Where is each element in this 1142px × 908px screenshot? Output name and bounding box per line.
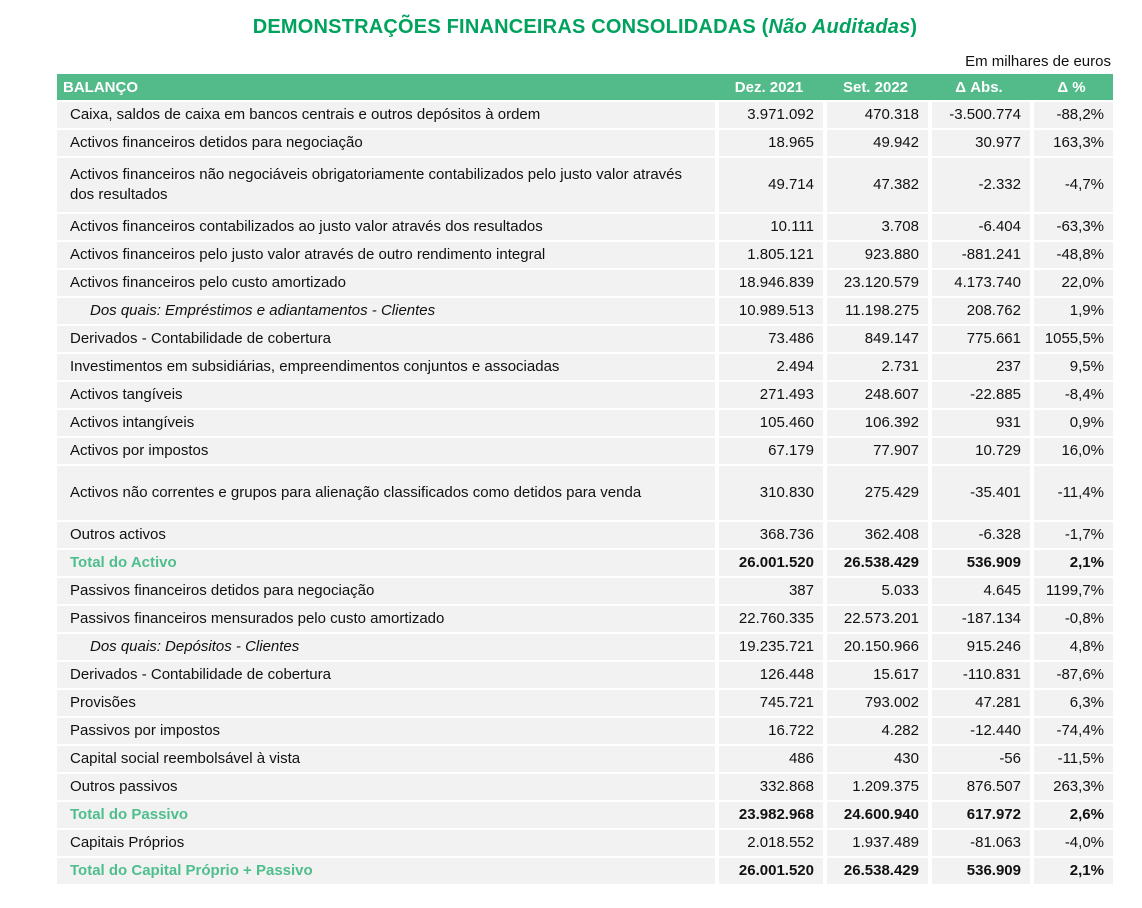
table-row [57, 410, 1113, 436]
cell-dez-2021: 1.805.121 [719, 242, 823, 268]
table-row [57, 550, 1113, 576]
table-row [57, 690, 1113, 716]
cell-set-2022: 77.907 [827, 438, 928, 464]
cell-dez-2021: 332.868 [719, 774, 823, 800]
cell-set-2022: 2.731 [827, 354, 928, 380]
cell-set-2022: 248.607 [827, 382, 928, 408]
row-label: Activos tangíveis [57, 382, 715, 408]
cell-delta-pct: 9,5% [1034, 354, 1113, 380]
table-row [57, 102, 1113, 128]
row-label: Capitais Próprios [57, 830, 715, 856]
page-title-prefix: DEMONSTRAÇÕES FINANCEIRAS CONSOLIDADAS ( [252, 16, 769, 38]
table-row [57, 802, 1113, 828]
cell-delta-pct: -48,8% [1034, 242, 1113, 268]
row-label: Outros activos [57, 522, 715, 548]
cell-delta-pct: 16,0% [1034, 438, 1113, 464]
page-title-emphasis: Não Auditadas [768, 16, 911, 38]
cell-set-2022: 49.942 [827, 130, 928, 156]
cell-set-2022: 47.382 [827, 158, 928, 212]
unit-note: Em milhares de euros [965, 53, 1111, 70]
cell-delta-abs: -12.440 [932, 718, 1030, 744]
cell-delta-pct: -1,7% [1034, 522, 1113, 548]
cell-delta-pct: -11,5% [1034, 746, 1113, 772]
cell-dez-2021: 745.721 [719, 690, 823, 716]
cell-set-2022: 4.282 [827, 718, 928, 744]
cell-delta-pct: -4,7% [1034, 158, 1113, 212]
table-row [57, 746, 1113, 772]
table-header-row [57, 74, 1113, 100]
cell-delta-pct: -88,2% [1034, 102, 1113, 128]
cell-delta-abs: 775.661 [932, 326, 1030, 352]
cell-dez-2021: 3.971.092 [719, 102, 823, 128]
table-row [57, 774, 1113, 800]
cell-delta-pct: 6,3% [1034, 690, 1113, 716]
cell-delta-pct: 1199,7% [1034, 578, 1113, 604]
table-row [57, 354, 1113, 380]
cell-set-2022: 15.617 [827, 662, 928, 688]
table-row [57, 438, 1113, 464]
row-label: Investimentos em subsidiárias, empreendimentos conjuntos e associadas [57, 354, 715, 380]
cell-delta-abs: 4.645 [932, 578, 1030, 604]
cell-set-2022: 1.937.489 [827, 830, 928, 856]
row-label: Total do Capital Próprio + Passivo [57, 858, 715, 884]
cell-delta-abs: -56 [932, 746, 1030, 772]
table-body [57, 102, 1113, 884]
cell-delta-abs: 30.977 [932, 130, 1030, 156]
cell-delta-pct: -63,3% [1034, 214, 1113, 240]
cell-delta-abs: -187.134 [932, 606, 1030, 632]
table-row [57, 634, 1113, 660]
row-label: Dos quais: Depósitos - Clientes [57, 634, 715, 660]
row-label: Dos quais: Empréstimos e adiantamentos - Clientes [57, 298, 715, 324]
table-row [57, 466, 1113, 520]
row-label: Total do Activo [57, 550, 715, 576]
row-label: Capital social reembolsável à vista [57, 746, 715, 772]
page-title [57, 16, 1113, 39]
cell-set-2022: 3.708 [827, 214, 928, 240]
table-row [57, 158, 1113, 212]
table-row [57, 130, 1113, 156]
balance-sheet-table [57, 74, 1113, 884]
table-row [57, 578, 1113, 604]
cell-delta-abs: -110.831 [932, 662, 1030, 688]
table-row [57, 830, 1113, 856]
row-label: Caixa, saldos de caixa em bancos centrais e outros depósitos à ordem [57, 102, 715, 128]
cell-dez-2021: 73.486 [719, 326, 823, 352]
cell-set-2022: 26.538.429 [827, 858, 928, 884]
cell-delta-abs: 536.909 [932, 858, 1030, 884]
row-label: Activos não correntes e grupos para alienação classificados como detidos para venda [57, 466, 715, 520]
cell-set-2022: 22.573.201 [827, 606, 928, 632]
cell-set-2022: 11.198.275 [827, 298, 928, 324]
cell-set-2022: 923.880 [827, 242, 928, 268]
column-header-set-2022: Set. 2022 [842, 78, 909, 96]
table-row [57, 606, 1113, 632]
cell-delta-abs: -3.500.774 [932, 102, 1030, 128]
cell-delta-abs: -35.401 [932, 466, 1030, 520]
cell-delta-pct: -8,4% [1034, 382, 1113, 408]
cell-dez-2021: 105.460 [719, 410, 823, 436]
column-header-delta-pct: Δ % [1057, 78, 1086, 96]
row-label: Passivos por impostos [57, 718, 715, 744]
cell-dez-2021: 310.830 [719, 466, 823, 520]
row-label: Derivados - Contabilidade de cobertura [57, 326, 715, 352]
cell-delta-pct: 2,1% [1034, 550, 1113, 576]
cell-set-2022: 1.209.375 [827, 774, 928, 800]
row-label: Outros passivos [57, 774, 715, 800]
cell-delta-pct: 1055,5% [1034, 326, 1113, 352]
cell-dez-2021: 26.001.520 [719, 858, 823, 884]
cell-delta-abs: -2.332 [932, 158, 1030, 212]
table-row [57, 326, 1113, 352]
cell-dez-2021: 26.001.520 [719, 550, 823, 576]
page-title-suffix: ) [910, 16, 918, 38]
row-label: Activos intangíveis [57, 410, 715, 436]
row-label: Activos financeiros não negociáveis obrigatoriamente contabilizados pelo justo valor através dos resultados [57, 158, 715, 212]
cell-dez-2021: 22.760.335 [719, 606, 823, 632]
cell-delta-abs: 617.972 [932, 802, 1030, 828]
table-row [57, 382, 1113, 408]
cell-dez-2021: 368.736 [719, 522, 823, 548]
column-header-delta-abs: Δ Abs. [955, 78, 1003, 96]
cell-set-2022: 23.120.579 [827, 270, 928, 296]
cell-delta-pct: 263,3% [1034, 774, 1113, 800]
cell-delta-abs: 4.173.740 [932, 270, 1030, 296]
table-row [57, 270, 1113, 296]
cell-set-2022: 24.600.940 [827, 802, 928, 828]
cell-set-2022: 20.150.966 [827, 634, 928, 660]
table-row [57, 214, 1113, 240]
cell-delta-pct: -87,6% [1034, 662, 1113, 688]
cell-set-2022: 362.408 [827, 522, 928, 548]
cell-dez-2021: 49.714 [719, 158, 823, 212]
cell-set-2022: 275.429 [827, 466, 928, 520]
cell-dez-2021: 271.493 [719, 382, 823, 408]
cell-delta-pct: -74,4% [1034, 718, 1113, 744]
cell-delta-abs: 915.246 [932, 634, 1030, 660]
cell-delta-abs: -881.241 [932, 242, 1030, 268]
cell-set-2022: 106.392 [827, 410, 928, 436]
cell-delta-abs: -81.063 [932, 830, 1030, 856]
cell-delta-pct: 163,3% [1034, 130, 1113, 156]
cell-delta-abs: -22.885 [932, 382, 1030, 408]
row-label: Passivos financeiros mensurados pelo custo amortizado [57, 606, 715, 632]
column-header-dez-2021: Dez. 2021 [734, 78, 804, 96]
cell-dez-2021: 2.494 [719, 354, 823, 380]
cell-dez-2021: 18.965 [719, 130, 823, 156]
financial-statement [57, 16, 1113, 884]
cell-delta-pct: 1,9% [1034, 298, 1113, 324]
cell-dez-2021: 10.111 [719, 214, 823, 240]
cell-dez-2021: 126.448 [719, 662, 823, 688]
cell-set-2022: 793.002 [827, 690, 928, 716]
cell-delta-abs: -6.328 [932, 522, 1030, 548]
row-label: Activos financeiros detidos para negociação [57, 130, 715, 156]
cell-dez-2021: 387 [719, 578, 823, 604]
cell-delta-pct: -11,4% [1034, 466, 1113, 520]
row-label: Derivados - Contabilidade de cobertura [57, 662, 715, 688]
table-row [57, 662, 1113, 688]
cell-set-2022: 5.033 [827, 578, 928, 604]
cell-delta-pct: -0,8% [1034, 606, 1113, 632]
cell-set-2022: 26.538.429 [827, 550, 928, 576]
table-row [57, 858, 1113, 884]
cell-delta-abs: 10.729 [932, 438, 1030, 464]
cell-delta-abs: 931 [932, 410, 1030, 436]
cell-delta-abs: 47.281 [932, 690, 1030, 716]
cell-delta-pct: 0,9% [1034, 410, 1113, 436]
cell-dez-2021: 19.235.721 [719, 634, 823, 660]
cell-dez-2021: 16.722 [719, 718, 823, 744]
row-label: Activos financeiros pelo custo amortizado [57, 270, 715, 296]
cell-set-2022: 430 [827, 746, 928, 772]
cell-dez-2021: 486 [719, 746, 823, 772]
cell-delta-abs: 536.909 [932, 550, 1030, 576]
cell-delta-abs: 876.507 [932, 774, 1030, 800]
row-label: Activos financeiros pelo justo valor através de outro rendimento integral [57, 242, 715, 268]
cell-dez-2021: 23.982.968 [719, 802, 823, 828]
row-label: Activos por impostos [57, 438, 715, 464]
table-row [57, 718, 1113, 744]
cell-delta-abs: 237 [932, 354, 1030, 380]
column-header-balanco: BALANÇO [63, 78, 138, 96]
cell-set-2022: 849.147 [827, 326, 928, 352]
cell-dez-2021: 10.989.513 [719, 298, 823, 324]
cell-delta-pct: -4,0% [1034, 830, 1113, 856]
row-label: Provisões [57, 690, 715, 716]
cell-delta-abs: -6.404 [932, 214, 1030, 240]
row-label: Passivos financeiros detidos para negociação [57, 578, 715, 604]
cell-dez-2021: 18.946.839 [719, 270, 823, 296]
cell-delta-pct: 4,8% [1034, 634, 1113, 660]
table-row [57, 242, 1113, 268]
cell-delta-abs: 208.762 [932, 298, 1030, 324]
row-label: Total do Passivo [57, 802, 715, 828]
cell-delta-pct: 22,0% [1034, 270, 1113, 296]
row-label: Activos financeiros contabilizados ao justo valor através dos resultados [57, 214, 715, 240]
cell-set-2022: 470.318 [827, 102, 928, 128]
table-row [57, 298, 1113, 324]
cell-delta-pct: 2,1% [1034, 858, 1113, 884]
cell-delta-pct: 2,6% [1034, 802, 1113, 828]
cell-dez-2021: 67.179 [719, 438, 823, 464]
table-row [57, 522, 1113, 548]
cell-dez-2021: 2.018.552 [719, 830, 823, 856]
